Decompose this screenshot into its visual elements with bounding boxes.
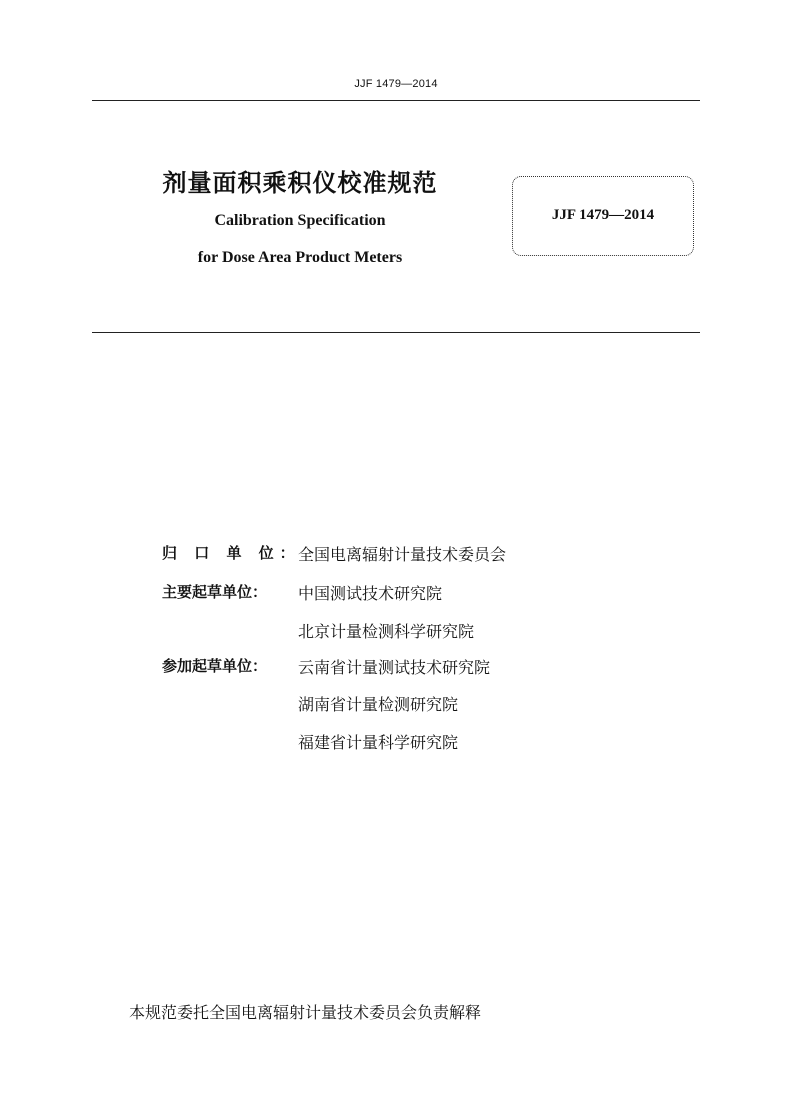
page-title-english-line1: Calibration Specification — [214, 212, 386, 229]
standard-code-box — [512, 176, 694, 256]
participating-drafting-unit-value: 湖南省计量检测研究院 — [298, 695, 459, 714]
main-drafting-unit-row — [162, 619, 582, 643]
main-drafting-unit-value: 中国测试技术研究院 — [298, 584, 443, 603]
responsible-unit-label: 归 口 单 位： — [162, 544, 301, 562]
standard-code: JJF 1479—2014 — [551, 207, 655, 223]
responsible-unit-row — [162, 542, 582, 566]
page-title-chinese: 剂量面积乘积仪校准规范 — [162, 169, 438, 197]
participating-drafting-unit-value: 云南省计量测试技术研究院 — [298, 658, 491, 677]
main-drafting-unit-value: 北京计量检测科学研究院 — [298, 622, 475, 641]
interpretation-note: 本规范委托全国电离辐射计量技术委员会负责解释 — [129, 1003, 482, 1022]
main-drafting-unit-label: 主要起草单位： — [162, 583, 268, 601]
participating-drafting-unit-row — [162, 692, 582, 716]
title-divider — [92, 332, 700, 333]
main-drafting-unit-row — [162, 581, 582, 605]
header-divider — [92, 100, 700, 101]
responsible-unit-value: 全国电离辐射计量技术委员会 — [298, 545, 507, 564]
participating-drafting-unit-value: 福建省计量科学研究院 — [298, 733, 459, 752]
participating-drafting-unit-row — [162, 655, 582, 679]
page-title-english-line2: for Dose Area Product Meters — [197, 249, 403, 266]
participating-drafting-unit-label: 参加起草单位： — [162, 657, 268, 675]
participating-drafting-unit-row — [162, 730, 582, 754]
header-standard-code: JJF 1479—2014 — [354, 78, 438, 90]
